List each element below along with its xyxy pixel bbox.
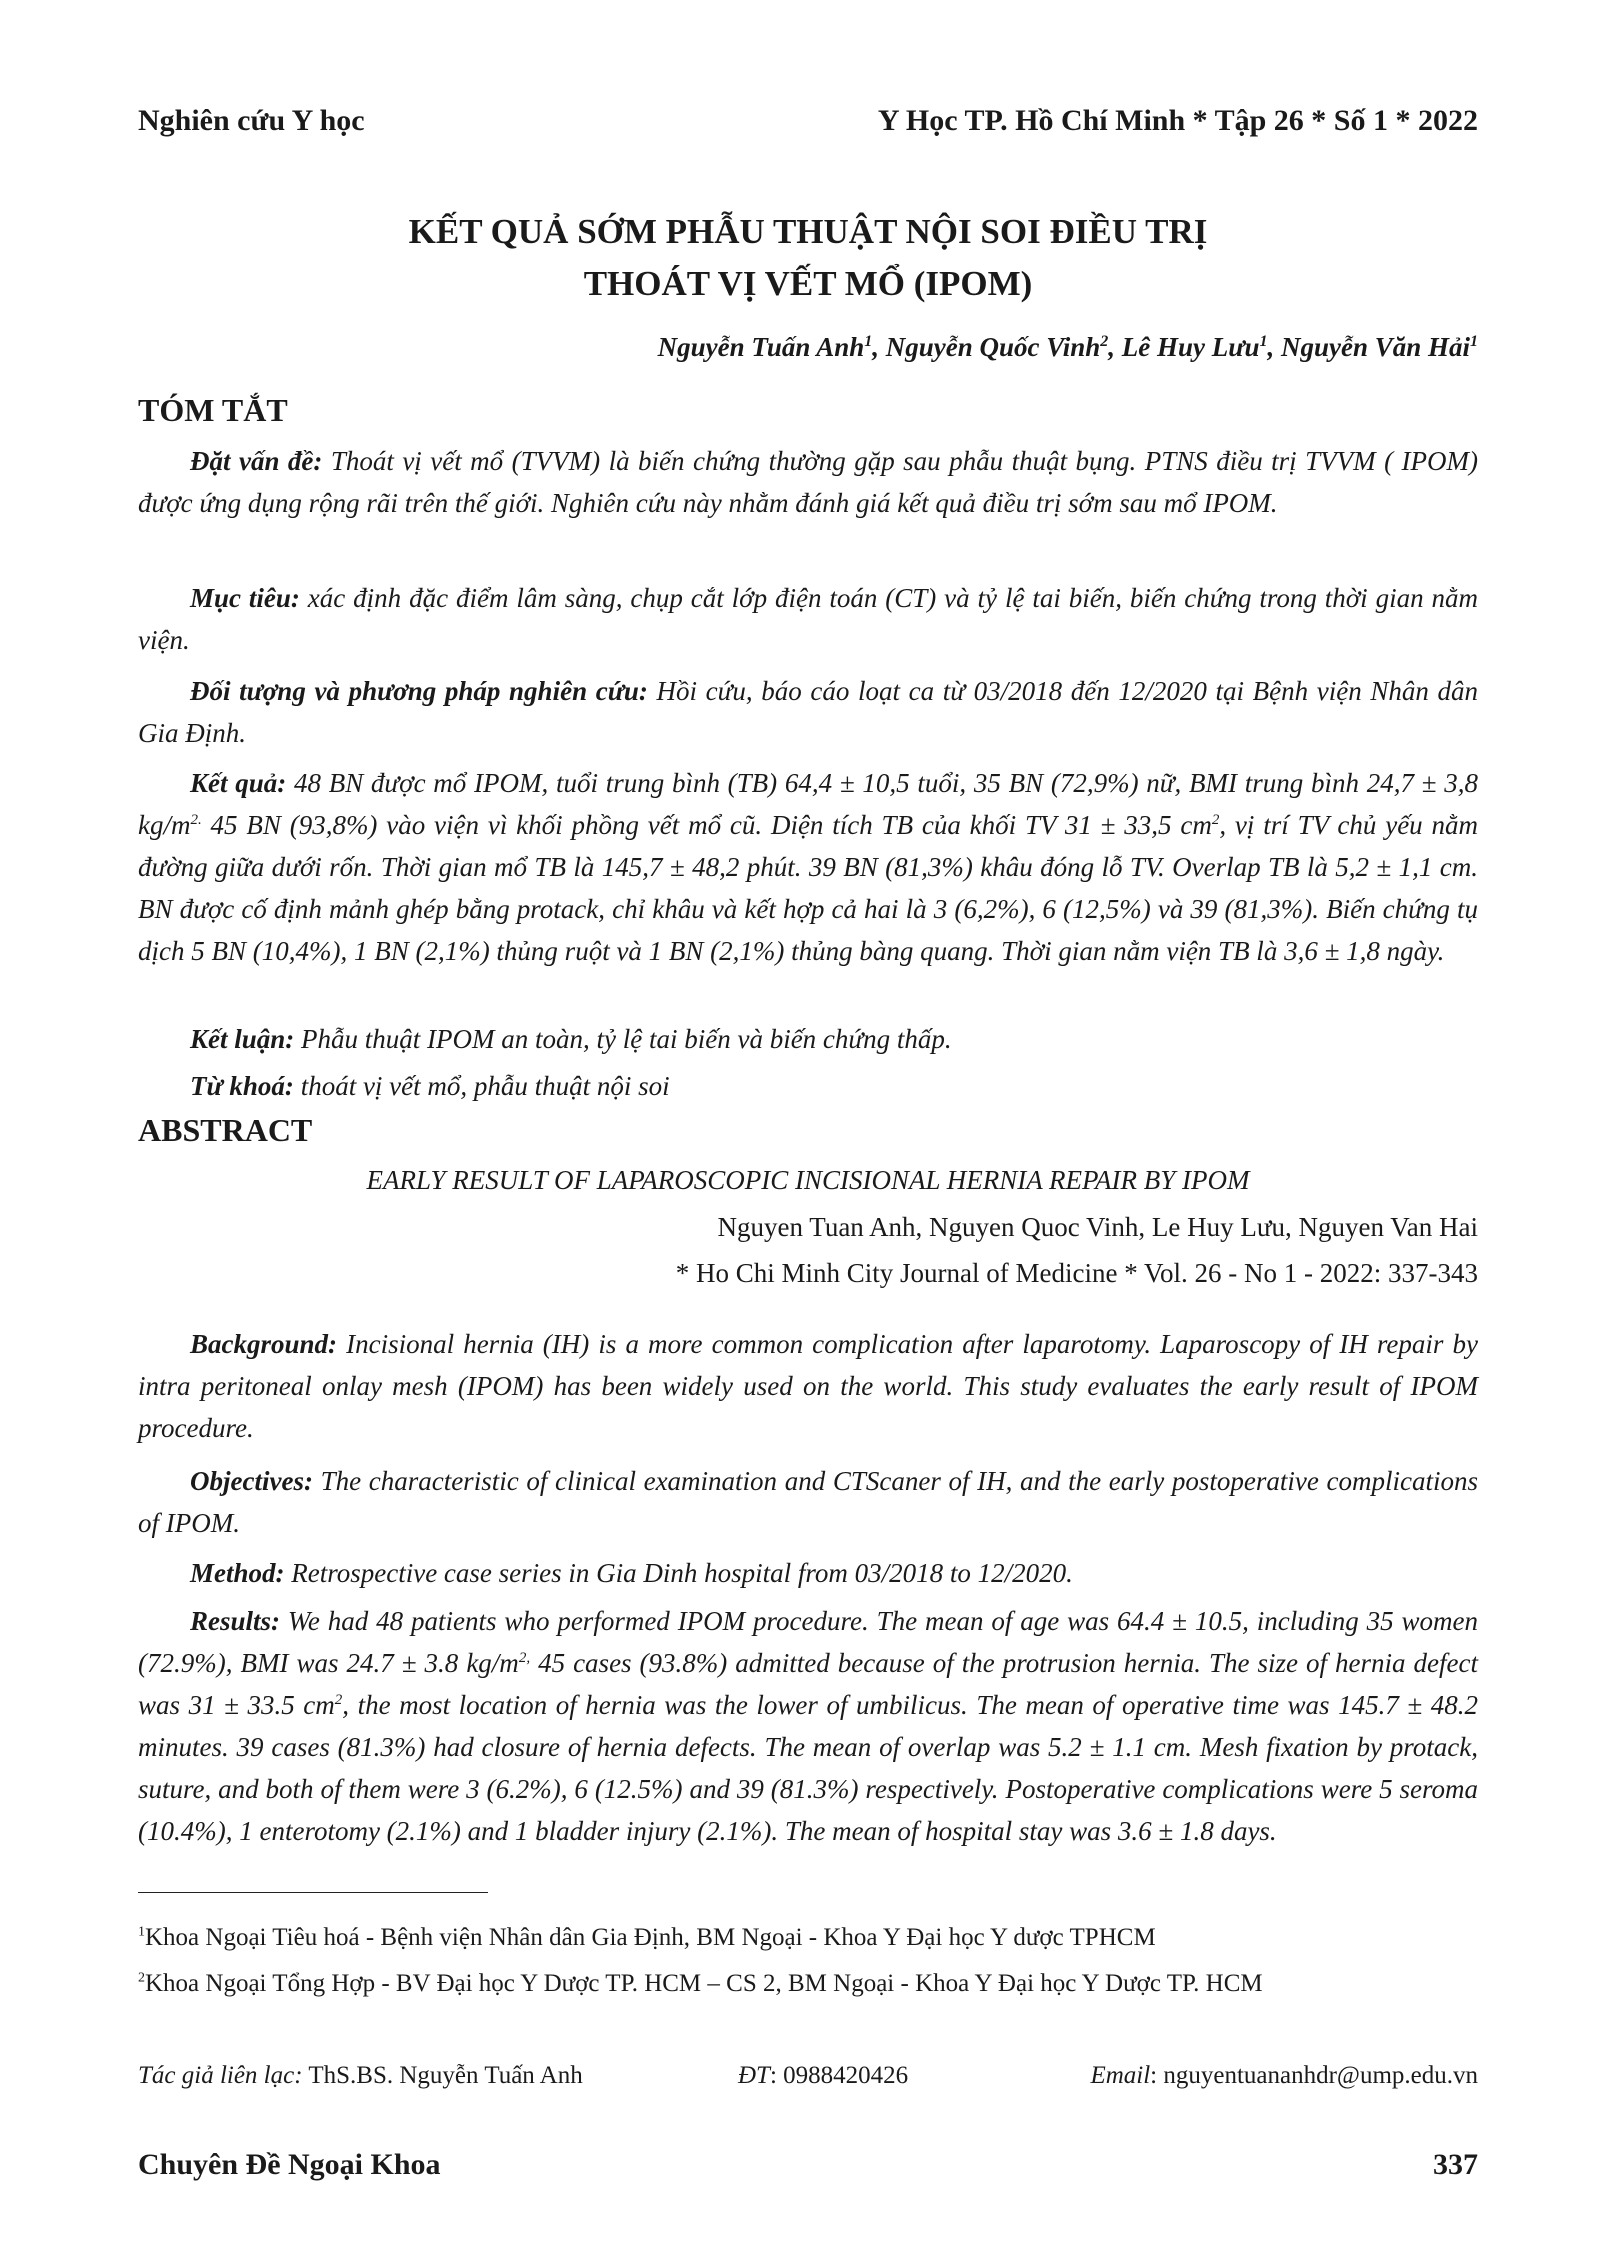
special-issue-name: Chuyên Đề Ngoại Khoa	[138, 2148, 441, 2181]
paragraph-text: thoát vị vết mổ, phẫu thuật nội soi	[293, 1071, 670, 1101]
page-number: 337	[1433, 2148, 1478, 2181]
paper-page	[138, 0, 1478, 2245]
vn-background-paragraph	[138, 440, 1478, 524]
paragraph-text: 48 BN được mổ IPOM, tuổi trung bình (TB) 64,4 ± 10,5 tuổi, 35 BN (72,9%) nữ, BMI trung bình 24,7 ± 3,8 kg/m	[138, 768, 1478, 840]
affiliation-text: Khoa Ngoại Tổng Hợp - BV Đại học Y Dược TP. HCM – CS 2, BM Ngoại - Khoa Y Đại học Y Dược TP. HCM	[145, 1970, 1263, 1997]
article-title-line-2: THOÁT VỊ VẾT MỔ (IPOM)	[583, 264, 1033, 303]
paragraph-label: Results:	[190, 1606, 281, 1636]
author-list	[658, 332, 1478, 363]
paragraph-text: , vị trí TV chủ yếu nằm đường giữa dưới rốn. Thời gian mổ TB là 145,7 ± 48,2 phút. 39 BN (81,3%) khâu đóng lỗ TV. Overlap TB là 5,2 ± 1,1 cm. BN được cố định mảnh ghép bằng protack, chỉ khâu và kết hợp cả hai là 3 (6,2%), 6 (12,5%) và 39 (81,3%). Biến chứng tụ dịch 5 BN (10,4%), 1 BN (2,1%) thủng ruột và 1 BN (2,1%) thủng bàng quang. Thời gian nằm viện TB là 3,6 ± 1,8 ngày.	[138, 810, 1479, 966]
footnote-affiliation-2	[138, 1970, 1263, 1998]
running-header	[138, 104, 1478, 144]
contact-name	[138, 2062, 583, 2090]
affiliation-mark: 2	[1100, 333, 1109, 350]
affiliation-text: Khoa Ngoại Tiêu hoá - Bệnh viện Nhân dân Gia Định, BM Ngoại - Khoa Y Đại học Y dược TPHCM	[145, 1924, 1156, 1951]
running-footer	[138, 2148, 1478, 2188]
affiliation-mark: 1	[1259, 333, 1268, 350]
paragraph-label: Method:	[190, 1558, 285, 1588]
en-author-list: Nguyen Tuan Anh, Nguyen Quoc Vinh, Le Huy Lưu, Nguyen Van Hai	[717, 1212, 1478, 1242]
author-name: Nguyễn Văn Hải	[1280, 332, 1470, 362]
vn-abstract-heading: TÓM TẮT	[138, 392, 288, 428]
paragraph-text: 45 BN (93,8%) vào viện vì khối phồng vết mổ cũ. Diện tích TB của khối TV 31 ± 33,5 cm	[201, 810, 1212, 840]
footnote-affiliation-1	[138, 1924, 1156, 1952]
paragraph-text: Hồi cứu, báo cáo loạt ca từ 03/2018 đến 12/2020 tại Bệnh viện Nhân dân Gia Định.	[138, 676, 1478, 748]
superscript: 2	[1211, 812, 1220, 828]
email-label: Email	[1090, 2062, 1151, 2089]
paragraph-text: Thoát vị vết mổ (TVVM) là biến chứng thường gặp sau phẫu thuật bụng. PTNS điều trị TVVM ( IPOM) được ứng dụng rộng rãi trên thế giới. Nghiên cứu này nhằm đánh giá kết quả điều trị sớm sau mổ IPOM.	[138, 446, 1478, 518]
vn-results-paragraph	[138, 762, 1478, 972]
paragraph-label: Đặt vấn đề:	[190, 446, 323, 476]
paragraph-text: 45 cases (93.8%) admitted because of the protrusion hernia. The size of hernia defect was 31 ± 33.5 cm	[138, 1648, 1478, 1720]
paragraph-text: xác định đặc điểm lâm sàng, chụp cắt lớp điện toán (CT) và tỷ lệ tai biến, biến chứng trong thời gian nằm viện.	[138, 583, 1478, 655]
section-name: Nghiên cứu Y học	[138, 104, 365, 137]
author-separator: ,	[1108, 332, 1122, 362]
journal-citation: * Ho Chi Minh City Journal of Medicine * Vol. 26 - No 1 - 2022: 337-343	[675, 1258, 1478, 1288]
email-address: : nguyentuananhdr@ump.edu.vn	[1150, 2062, 1478, 2089]
contact-email	[1090, 2062, 1478, 2090]
vn-keywords-paragraph	[138, 1065, 1478, 1107]
author-name: Lê Huy Lưu	[1121, 332, 1260, 362]
paragraph-label: Kết quả:	[190, 768, 287, 798]
contact-person: ThS.BS. Nguyễn Tuấn Anh	[302, 2062, 583, 2089]
paragraph-label: Background:	[190, 1329, 338, 1359]
paragraph-label: Mục tiêu:	[190, 583, 300, 613]
vn-objective-paragraph	[138, 577, 1478, 661]
author-separator: ,	[1267, 332, 1281, 362]
affiliation-mark: 2	[138, 1970, 145, 1986]
affiliation-mark: 1	[138, 1924, 145, 1940]
journal-issue: Y Học TP. Hồ Chí Minh * Tập 26 * Số 1 * 2022	[877, 104, 1478, 137]
en-background-paragraph	[138, 1323, 1478, 1449]
article-title-line-1: KẾT QUẢ SỚM PHẪU THUẬT NỘI SOI ĐIỀU TRỊ	[408, 212, 1208, 251]
author-name: Nguyễn Quốc Vinh	[885, 332, 1101, 362]
en-objectives-paragraph	[138, 1460, 1478, 1544]
phone-number: : 0988420426	[769, 2062, 909, 2089]
en-results-paragraph	[138, 1600, 1478, 1852]
vn-method-paragraph	[138, 670, 1478, 754]
contact-label: Tác giả liên lạc:	[138, 2062, 303, 2089]
superscript: 2,	[518, 1650, 531, 1666]
affiliation-mark: 1	[1470, 333, 1478, 350]
affiliation-mark: 1	[864, 333, 873, 350]
paragraph-text: Phẫu thuật IPOM an toàn, tỷ lệ tai biến và biến chứng thấp.	[294, 1024, 952, 1054]
superscript: 2	[334, 1692, 343, 1708]
paragraph-label: Từ khoá:	[190, 1071, 294, 1101]
paragraph-text: We had 48 patients who performed IPOM procedure. The mean of age was 64.4 ± 10.5, including 35 women (72.9%), BMI was 24.7 ± 3.8 kg/m	[138, 1606, 1478, 1678]
paragraph-text: , the most location of hernia was the lower of umbilicus. The mean of operative time was 145.7 ± 48.2 minutes. 39 cases (81.3%) had closure of hernia defects. The mean of overlap was 5.2 ± 1.1 cm. Mesh fixation by protack, suture, and both of them were 3 (6.2%), 6 (12.5%) and 39 (81.3%) respectively. Postoperative complications were 5 seroma (10.4%), 1 enterotomy (2.1%) and 1 bladder injury (2.1%). The mean of hospital stay was 3.6 ± 1.8 days.	[138, 1690, 1478, 1846]
vn-conclusion-paragraph	[138, 1018, 1478, 1060]
en-method-paragraph	[138, 1552, 1478, 1594]
paragraph-text: Incisional hernia (IH) is a more common complication after laparotomy. Laparoscopy of IH repair by intra peritoneal onlay mesh (IPOM) has been widely used on the world. This study evaluates the early result of IPOM procedure.	[138, 1329, 1478, 1443]
paragraph-label: Objectives:	[190, 1466, 313, 1496]
corresponding-author	[138, 2062, 1478, 2094]
author-separator: ,	[872, 332, 886, 362]
phone-label: ĐT	[738, 2062, 770, 2089]
paragraph-label: Kết luận:	[190, 1024, 295, 1054]
paragraph-label: Đối tượng và phương pháp nghiên cứu:	[190, 676, 648, 706]
footnote-divider	[138, 1892, 488, 1893]
paragraph-text: Retrospective case series in Gia Dinh hospital from 03/2018 to 12/2020.	[284, 1558, 1073, 1588]
paragraph-text: The characteristic of clinical examination and CTScaner of IH, and the early postoperative complications of IPOM.	[138, 1466, 1478, 1538]
en-abstract-heading: ABSTRACT	[138, 1112, 313, 1148]
article-title	[138, 206, 1478, 310]
en-article-title: EARLY RESULT OF LAPAROSCOPIC INCISIONAL HERNIA REPAIR BY IPOM	[366, 1165, 1250, 1195]
author-name: Nguyễn Tuấn Anh	[657, 332, 865, 362]
superscript: 2.	[190, 812, 202, 828]
contact-phone	[738, 2062, 908, 2090]
